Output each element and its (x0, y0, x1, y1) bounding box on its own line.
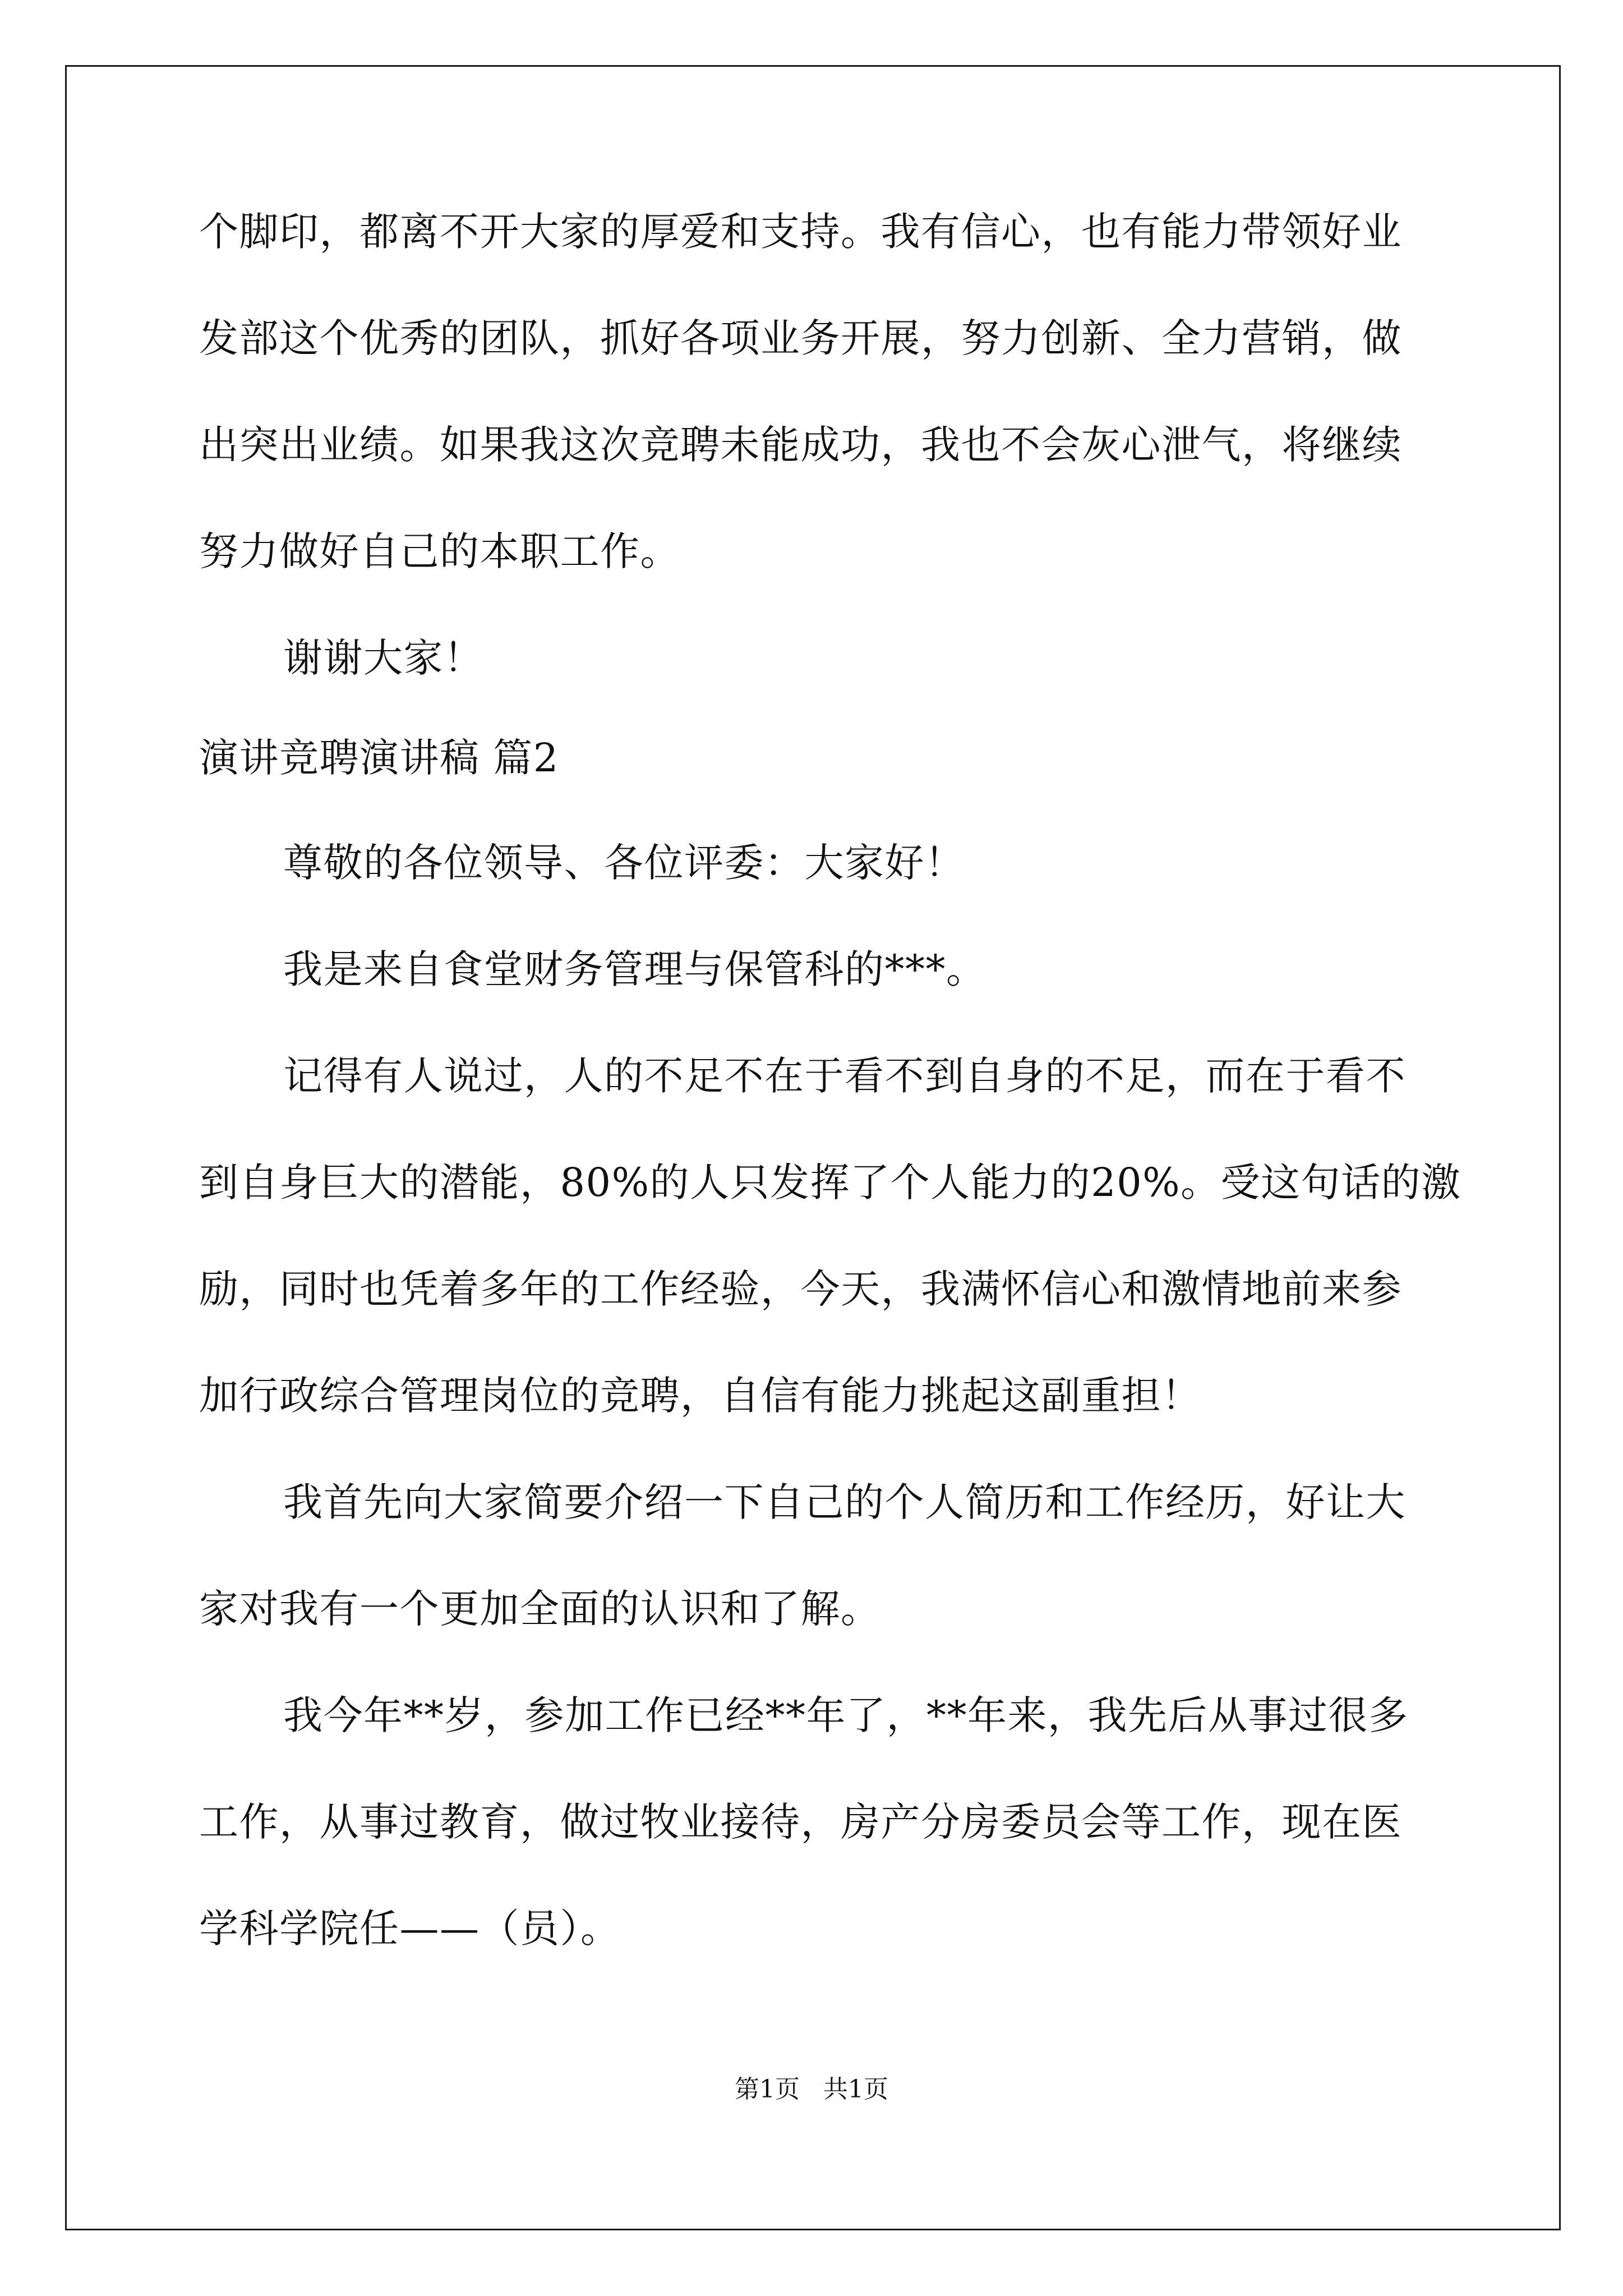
paragraph-line: 工作，从事过教育，做过牧业接待，房产分房委员会等工作，现在医 (199, 1799, 1402, 1845)
page-number-footer: 第1页 共1页 (735, 2075, 888, 2104)
paragraph-line: 个脚印，都离不开大家的厚爱和支持。我有信心，也有能力带领好业 (199, 209, 1402, 255)
paragraph-line: 励，同时也凭着多年的工作经验，今天，我满怀信心和激情地前来参 (199, 1266, 1402, 1312)
paragraph-line: 我是来自食堂财务管理与保管科的***。 (283, 946, 986, 992)
paragraph-line: 出突出业绩。如果我这次竞聘未能成功，我也不会灰心泄气，将继续 (199, 422, 1402, 468)
paragraph-line: 尊敬的各位领导、各位评委：大家好！ (283, 840, 965, 886)
paragraph-line: 家对我有一个更加全面的认识和了解。 (199, 1586, 881, 1632)
paragraph-line: 我首先向大家简要介绍一下自己的个人简历和工作经历，好让大 (283, 1479, 1406, 1525)
paragraph-line: 谢谢大家！ (283, 635, 484, 681)
paragraph-line: 发部这个优秀的团队，抓好各项业务开展，努力创新、全力营销，做 (199, 315, 1402, 361)
section-heading: 演讲竞聘演讲稿 篇2 (199, 735, 559, 781)
paragraph-line: 努力做好自己的本职工作。 (199, 528, 680, 574)
paragraph-line: 加行政综合管理岗位的竞聘，自信有能力挑起这副重担！ (199, 1373, 1202, 1419)
paragraph-line: 我今年**岁，参加工作已经**年了，**年来，我先后从事过很多 (283, 1692, 1409, 1738)
paragraph-line: 到自身巨大的潜能，80%的人只发挥了个人能力的20%。受这句话的激 (199, 1159, 1461, 1205)
paragraph-line: 学科学院任——（员）。 (199, 1906, 621, 1952)
paragraph-line: 记得有人说过，人的不足不在于看不到自身的不足，而在于看不 (283, 1053, 1406, 1099)
